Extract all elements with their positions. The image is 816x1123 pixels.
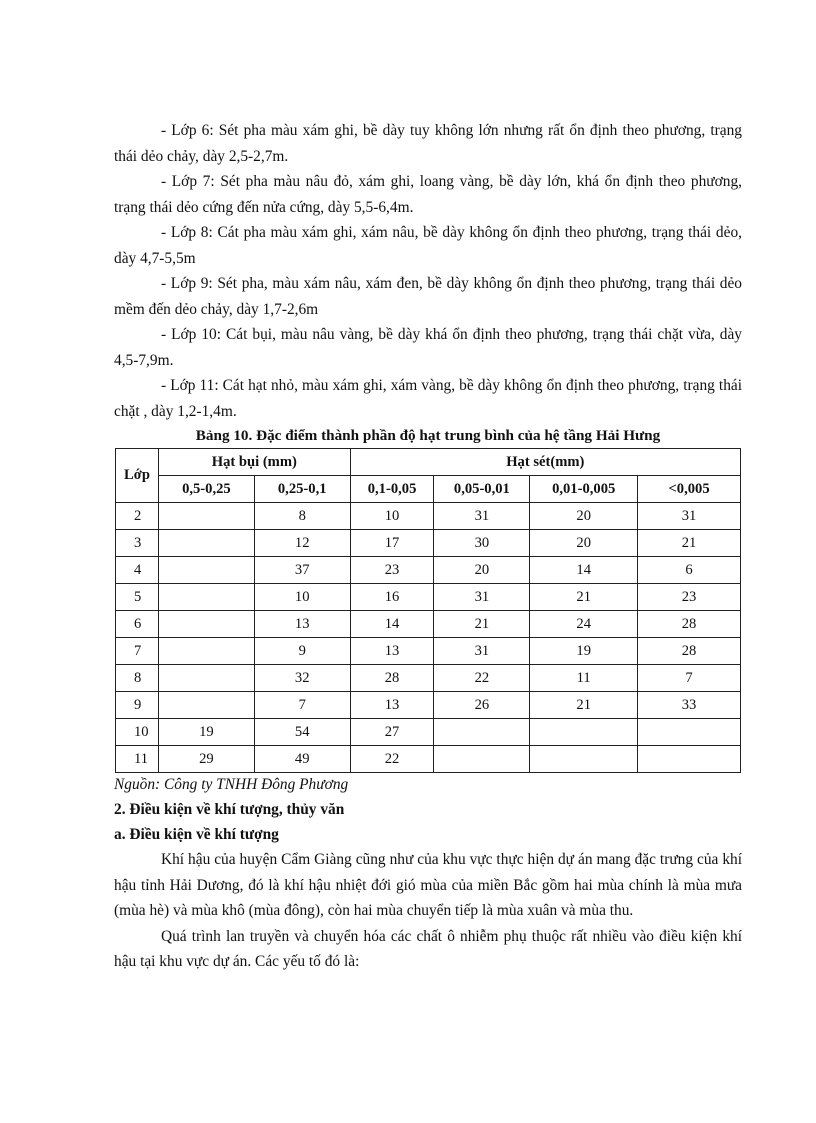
table-cell: 21 [434,611,530,638]
table-cell: 32 [254,665,350,692]
header-col: <0,005 [638,476,741,503]
table-row [116,530,741,557]
table-cell: 8 [116,665,159,692]
table-cell: 54 [254,719,350,746]
table-row [116,692,741,719]
table-cell: 26 [434,692,530,719]
table-cell: 5 [116,584,159,611]
table-cell [158,665,254,692]
table-row [116,557,741,584]
table-cell: 27 [350,719,434,746]
table-cell [638,719,741,746]
table-cell: 22 [434,665,530,692]
table-cell [434,719,530,746]
table-cell [638,746,741,773]
table-cell [530,719,638,746]
table-cell: 9 [116,692,159,719]
table-cell: 10 [350,503,434,530]
layer-11-description: - Lớp 11: Cát hạt nhỏ, màu xám ghi, xám vàng, bề dày không ổn định theo phương, trạng thái chặt , dày 1,2-1,4m. [114,377,742,420]
table-row [116,719,741,746]
table-source: Nguồn: Công ty TNHH Đông Phương [114,776,349,793]
table-cell: 13 [350,692,434,719]
table-cell: 14 [350,611,434,638]
table-cell: 7 [254,692,350,719]
table-cell: 28 [638,611,741,638]
table-cell: 4 [116,557,159,584]
table-caption: Bảng 10. Đặc điểm thành phần độ hạt trung bình của hệ tầng Hải Hưng [195,427,661,444]
pollution-paragraph: Quá trình lan truyền và chuyển hóa các chất ô nhiễm phụ thuộc rất nhiều vào điều kiện khí hậu tại khu vực dự án. Các yếu tố đó là: [114,927,742,970]
table-cell: 24 [530,611,638,638]
table-cell: 13 [254,611,350,638]
table-cell [158,584,254,611]
table-cell: 22 [350,746,434,773]
table-cell: 3 [116,530,159,557]
table-cell [158,557,254,584]
header-col: 0,5-0,25 [158,476,254,503]
table-cell: 30 [434,530,530,557]
table-cell: 28 [638,638,741,665]
header-layer: Lớp [116,449,159,503]
table-cell [434,746,530,773]
table-cell: 21 [530,584,638,611]
subsection-heading: a. Điều kiện về khí tượng [114,826,279,843]
table-row [116,584,741,611]
table-cell: 14 [530,557,638,584]
layer-7-description: - Lớp 7: Sét pha màu nâu đỏ, xám ghi, loang vàng, bề dày lớn, khá ổn định theo phương, trạng thái dẻo cứng đến nửa cứng, dày 5,5-6,4m. [114,173,742,216]
table-cell: 31 [434,584,530,611]
table-cell: 23 [350,557,434,584]
table-cell: 28 [350,665,434,692]
table-cell: 13 [350,638,434,665]
table-row [116,665,741,692]
header-col: 0,05-0,01 [434,476,530,503]
table-cell: 20 [530,530,638,557]
header-col: 0,1-0,05 [350,476,434,503]
table-cell: 7 [638,665,741,692]
table-cell: 11 [116,746,159,773]
table-cell: 31 [638,503,741,530]
layer-8-description: - Lớp 8: Cát pha màu xám ghi, xám nâu, bề dày không ổn định theo phương, trạng thái dẻo, dày 4,7-5,5m [114,224,742,267]
table-cell: 7 [116,638,159,665]
table-cell: 33 [638,692,741,719]
header-clay-group: Hạt sét(mm) [350,449,740,476]
header-dust-group: Hạt bụi (mm) [158,449,350,476]
layer-6-description: - Lớp 6: Sét pha màu xám ghi, bề dày tuy không lớn nhưng rất ổn định theo phương, trạng thái dẻo chảy, dày 2,5-2,7m. [114,122,742,165]
table-cell: 19 [158,719,254,746]
header-col: 0,25-0,1 [254,476,350,503]
table-cell: 16 [350,584,434,611]
table-subheader-row [116,476,741,503]
table-cell: 11 [530,665,638,692]
table-cell: 10 [254,584,350,611]
climate-paragraph: Khí hậu của huyện Cẩm Giàng cũng như của khu vực thực hiện dự án mang đặc trưng của khí hậu tỉnh Hải Dương, đó là khí hậu nhiệt đới gió mùa của miền Bắc gồm hai mùa chính là mùa mưa (mùa hè) và mùa khô (mùa đông), còn hai mùa chuyển tiếp là mùa xuân và mùa thu. [114,851,742,919]
table-cell [158,503,254,530]
table-row [116,611,741,638]
table-cell: 10 [116,719,159,746]
table-cell [158,611,254,638]
table-cell: 6 [638,557,741,584]
table-cell: 21 [638,530,741,557]
section-heading: 2. Điều kiện về khí tượng, thủy văn [114,801,345,818]
table-cell: 12 [254,530,350,557]
table-cell: 29 [158,746,254,773]
table-cell: 31 [434,503,530,530]
table-cell: 8 [254,503,350,530]
table-cell [530,746,638,773]
table-cell: 9 [254,638,350,665]
table-row [116,746,741,773]
table-cell: 21 [530,692,638,719]
grain-size-table [115,448,741,773]
table-row [116,638,741,665]
header-col: 0,01-0,005 [530,476,638,503]
table-cell: 23 [638,584,741,611]
table-cell: 2 [116,503,159,530]
table-cell: 49 [254,746,350,773]
table-cell: 37 [254,557,350,584]
page-content [114,118,742,975]
table-row [116,503,741,530]
table-cell: 20 [434,557,530,584]
layer-9-description: - Lớp 9: Sét pha, màu xám nâu, xám đen, bề dày không ổn định theo phương, trạng thái dẻo mềm đến dẻo chảy, dày 1,7-2,6m [114,275,742,318]
table-cell: 31 [434,638,530,665]
table-cell [158,692,254,719]
table-cell: 6 [116,611,159,638]
table-header-row [116,449,741,476]
table-cell: 20 [530,503,638,530]
layer-10-description: - Lớp 10: Cát bụi, màu nâu vàng, bề dày khá ổn định theo phương, trạng thái chặt vừa, dày 4,5-7,9m. [114,326,742,369]
table-cell [158,530,254,557]
table-cell: 19 [530,638,638,665]
table-cell [158,638,254,665]
table-cell: 17 [350,530,434,557]
